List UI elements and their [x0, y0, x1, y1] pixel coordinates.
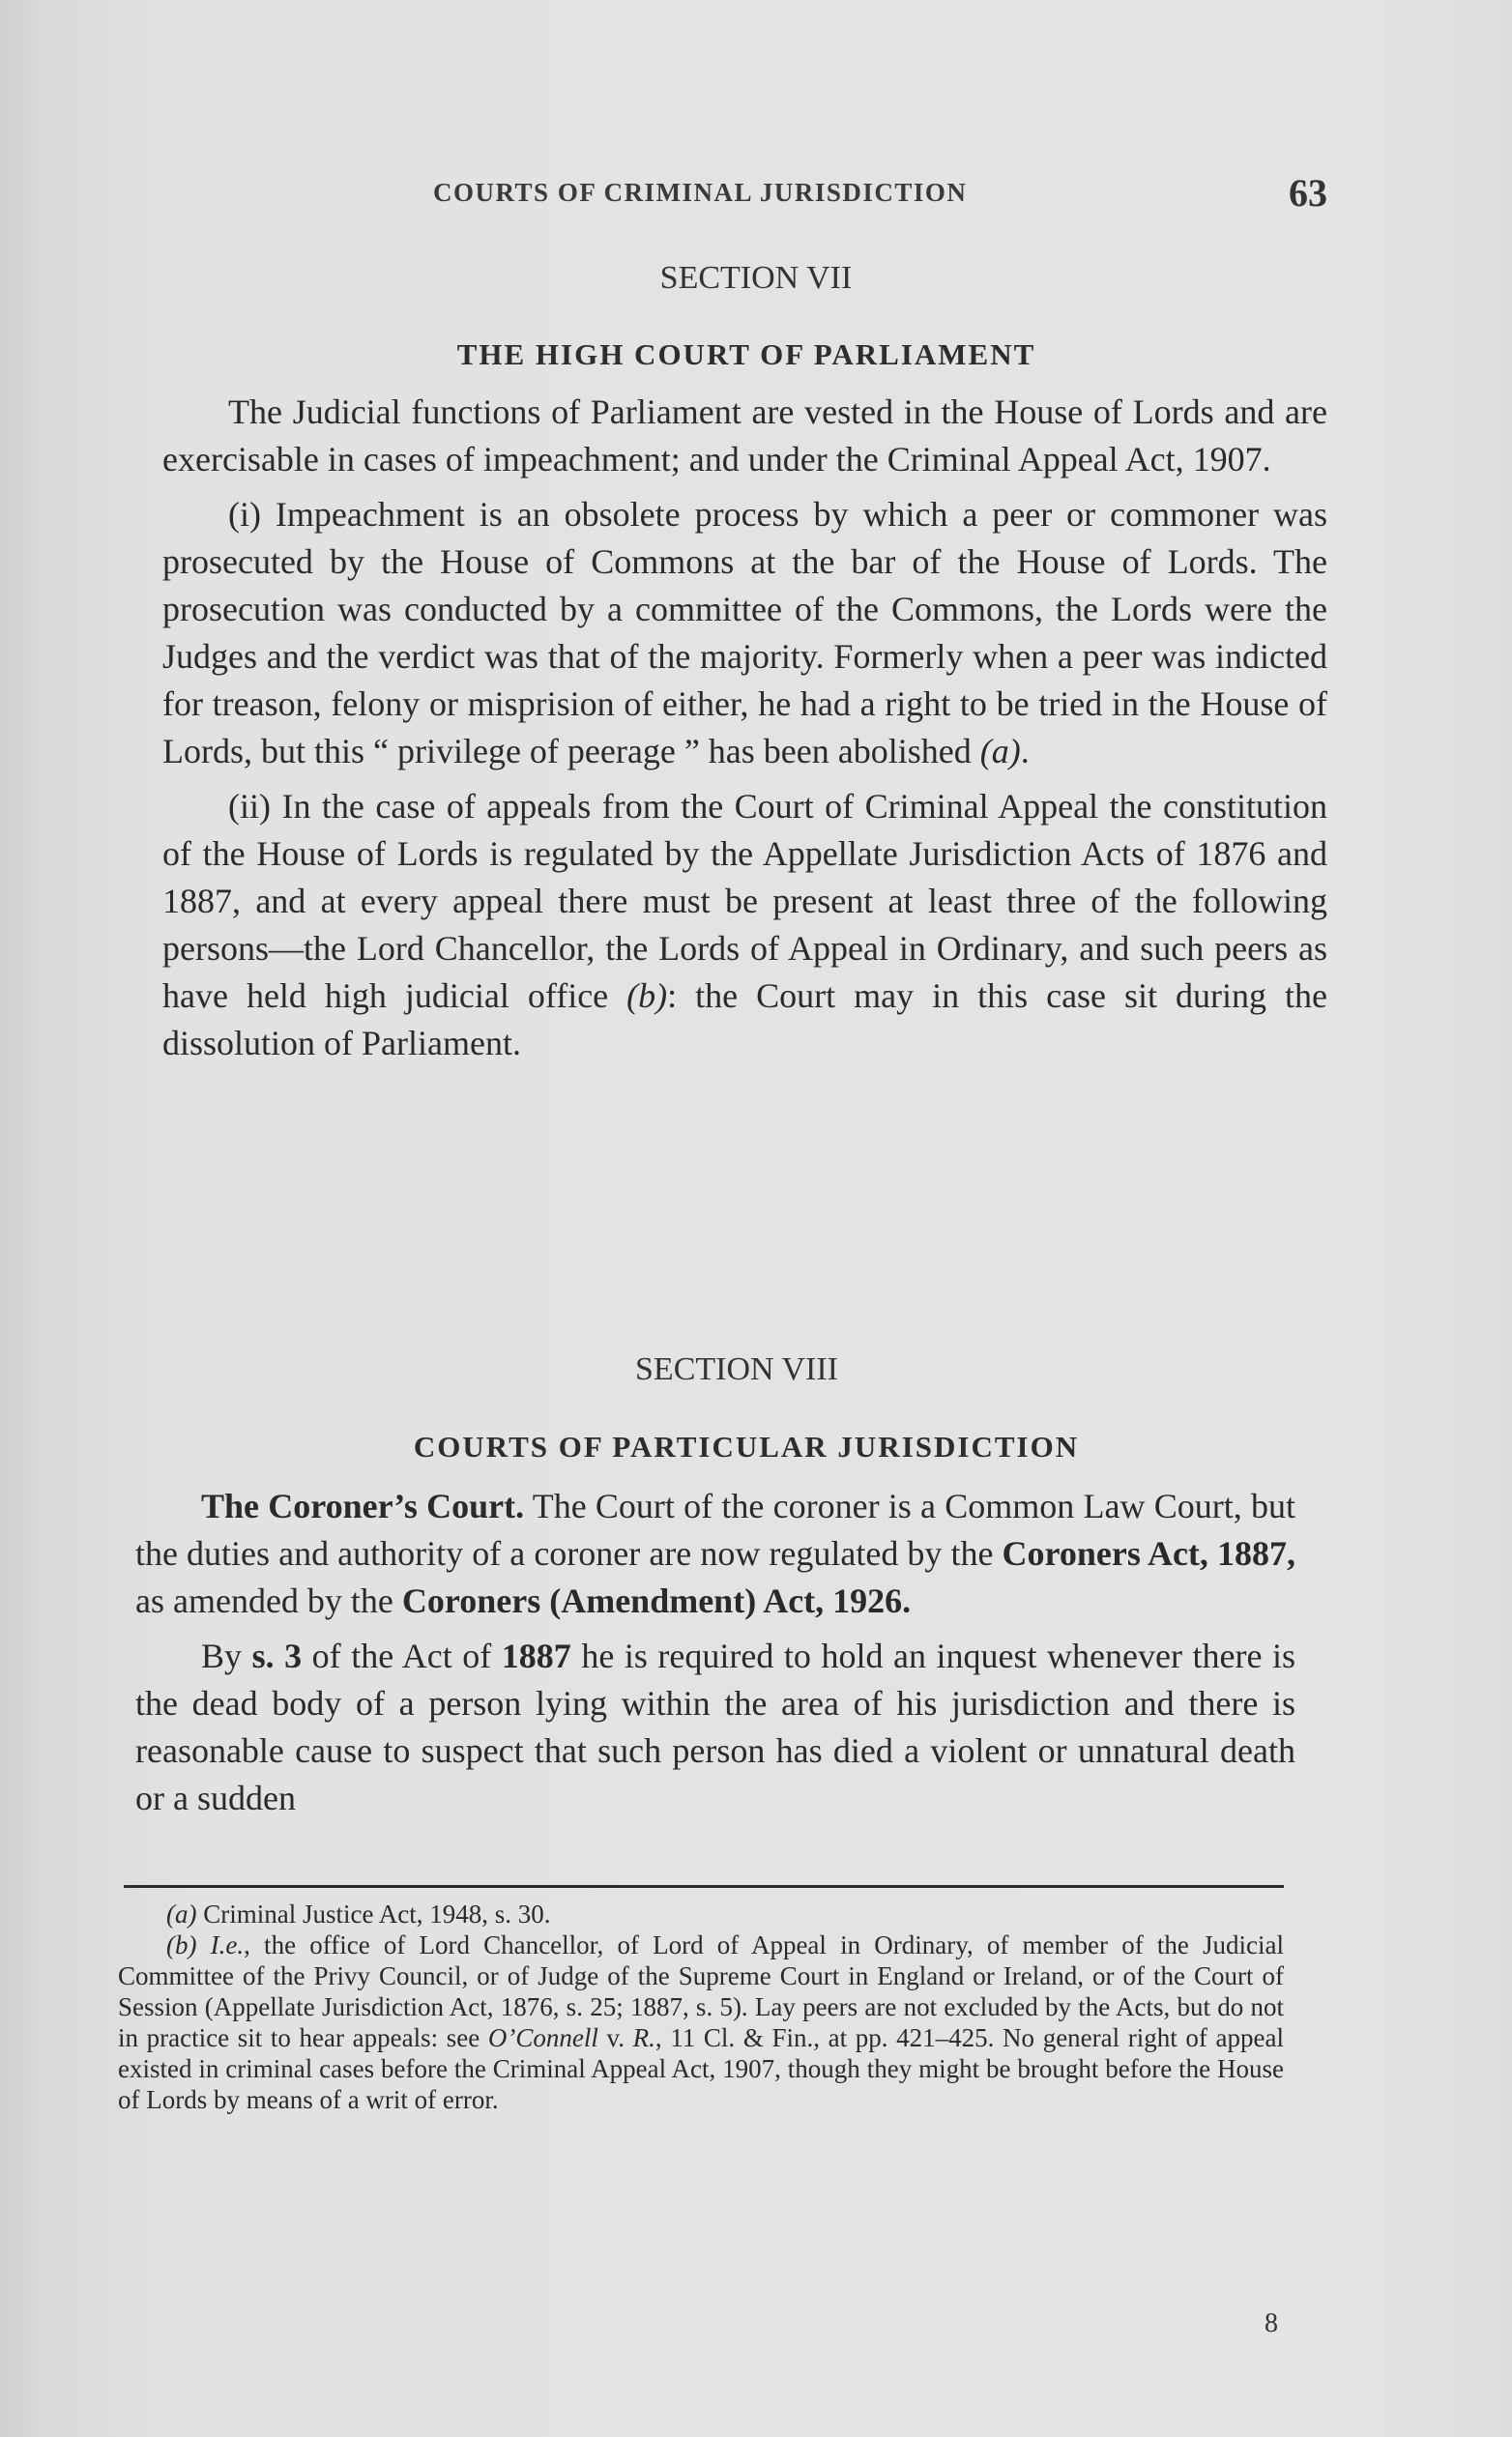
section-viii-body — [135, 1483, 1295, 1830]
paragraph-intro: The Judicial functions of Parliament are vested in the House of Lords and are exercisable in cases of impeachment; and under the Criminal Appeal Act, 1907. — [162, 392, 1327, 479]
footnote-ref-a[interactable]: (a) — [979, 732, 1021, 770]
footnote-b: (b) I.e., the office of Lord Chancellor, of Lord of Appeal in Ordinary, of member of the Judicial Committee of the Privy Council, or of Judge of the Supreme Court in England or Ireland, or of the Court of Session (Appellate Jurisdiction Act, 1876, s. 25; 1887, s. 5). Lay peers are not excluded by the Acts, but do not in practice sit to hear appeals: see O’Connell v. R., 11 Cl. & Fin., at pp. 421–425. No general right of appeal existed in criminal cases before the Criminal Appeal Act, 1907, though they might be brought before the House of Lords by means of a writ of error. — [118, 1930, 1284, 2114]
running-head-title: COURTS OF CRIMINAL JURISDICTION — [433, 178, 968, 207]
paragraph-inquest: By s. 3 of the Act of 1887 he is required to hold an inquest whenever there is the dead body of a person lying within the area of his jurisdiction and there is reasonable cause to suspect that such person has died a violent or unnatural death or a sudden — [135, 1637, 1296, 1817]
footnotes — [118, 1899, 1284, 2115]
section-vii-heading: THE HIGH COURT OF PARLIAMENT — [456, 337, 1036, 371]
signature-mark: 8 — [1265, 2308, 1278, 2338]
paragraph-coroners-court: The Coroner’s Court. The Court of the coroner is a Common Law Court, but the duties and authority of a coroner are now regulated by the Coroners Act, 1887, as amended by the Coroners (Amendment) Act, 1926. — [135, 1487, 1295, 1620]
footnote-ref-b[interactable]: (b) — [626, 976, 668, 1015]
paragraph-impeachment: (i) Impeachment is an obsolete process by which a peer or commoner was prosecuted by the House of Commons at the bar of the House of Lords. The prosecution was conducted by a committee of the Commons, the Lords were the Judges and the verdict was that of the majority. Formerly when a peer was indicted for treason, felony or misprision of either, he had a right to be tried in the House of Lords, but this “ privilege of peerage ” has been abolished (a). — [162, 495, 1327, 770]
footnote-divider — [124, 1885, 1284, 1888]
section-vii-body — [162, 389, 1327, 1075]
coroners-court-lead: The Coroner’s Court. — [201, 1487, 525, 1525]
section-viii-heading: COURTS OF PARTICULAR JURISDICTION — [413, 1430, 1080, 1464]
page-number: 63 — [1289, 171, 1327, 215]
paragraph-appeals: (ii) In the case of appeals from the Court of Criminal Appeal the constitution of the House of Lords is regulated by the Appellate Jurisdiction Acts of 1876 and 1887, and at every appeal there must be present at least three of the following persons—the Lord Chancellor, the Lords of Appeal in Ordinary, and such peers as have held high judicial office (b): the Court may in this case sit during the dissolution of Parliament. — [162, 787, 1327, 1062]
footnote-a: (a) Criminal Justice Act, 1948, s. 30. — [166, 1900, 551, 1929]
section-viii-label: SECTION VIII — [635, 1351, 838, 1387]
section-vii-label: SECTION VII — [659, 260, 853, 296]
